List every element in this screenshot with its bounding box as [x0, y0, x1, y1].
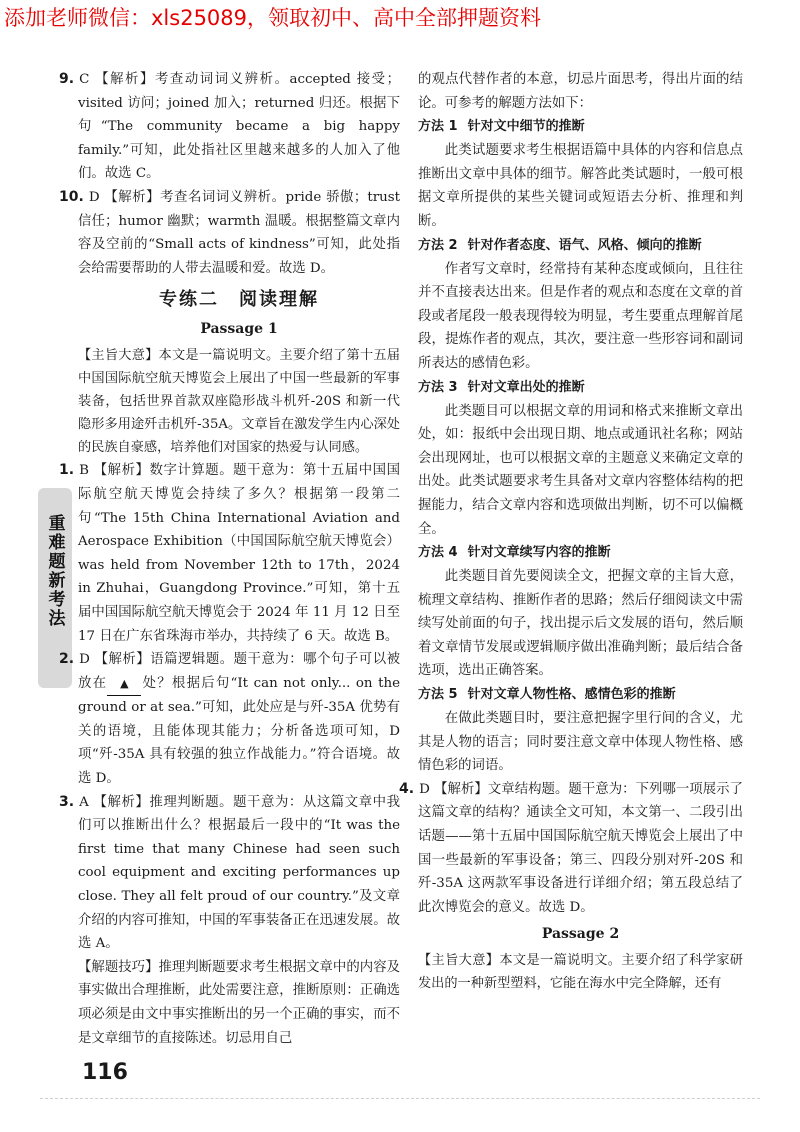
method-5-heading: 方法 5 针对文章人物性格、感情色彩的推断	[418, 687, 676, 703]
tip-continued: 的观点代替作者的本意，切忌片面思考，得出片面的结论。可参考的解题方法如下：	[418, 72, 743, 111]
solving-tip: 【解题技巧】推理判断题要求考生根据文章中的内容及事实做出合理推断，此处需要注意，推断原则：正确选项必须是由文中事实推断出的另一个正确的事实，而不是文章细节的直接陈述。切忌用自己	[78, 959, 400, 1046]
answer-2: 2. D 【解析】语篇逻辑题。题干意为：哪个句子可以被放在 ▲ 处？根据后句“It can not only... on the ground or at sea.”可知，此处应是与歼-35A 优势有关的语境，且能体现其能力；分析备选项可知，D 项“歼-35A 具有较强的独立作战能力。”符合语境。故选 D。	[59, 651, 400, 787]
blank-marker: ▲	[107, 672, 141, 697]
method-3-text: 此类题目可以根据文章的用词和格式来推断文章出处，如：报纸中会出现日期、地点或通讯社名称；网站会出现网址，也可以根据文章的主题意义来确定文章的出处。此类试题要求考生具备对文章内容整体结构的把握能力，结合文章内容和选项做出判断，切不可以偏概全。	[418, 403, 743, 537]
method-2-heading: 方法 2 针对作者态度、语气、风格、倾向的推断	[418, 237, 702, 253]
method-2-text: 作者写文章时，经常持有某种态度或倾向，且往往并不直接表达出来。但是作者的观点和态度在文章的首段或者尾段一般表现得较为明显，考生要重点理解首尾段，提炼作者的观点，其次，要注意一些形容词和副词所表达的感情色彩。	[418, 261, 743, 371]
passage-2-heading: Passage 2	[541, 926, 620, 943]
answer-4: 4. D 【解析】文章结构题。题干意为：下列哪一项展示了这篇文章的结构？通读全文可知，本文第一、二段引出话题——第十五届中国国际航空航天博览会上展出了中国一些最新的军事设备；第三、四段分别对歼-20S 和歼-35A 这两款军事设备进行详细介绍；第五段总结了此次博览会的意义。故选 D。	[399, 780, 743, 915]
page-divider	[40, 1098, 760, 1099]
answer-1: 1. B 【解析】数字计算题。题干意为：第十五届中国国际航空航天博览会持续了多久？根据第一段第二句“The 15th China International Aviation and Aerospace Exhibition（中国国际航空航天博览会）was held from November 12th to 17th，2024 in Zhuhai，Guangdong Province.”可知，第十五届中国国际航空航天博览会于 2024 年 11 月 12 日至 17 日在广东省珠海市举办，共持续了 6 天。故选 B。	[59, 462, 400, 644]
method-1-heading: 方法 1 针对文中细节的推断	[418, 119, 585, 135]
method-5-text: 在做此类题目时，要注意把握字里行间的含义，尤其是人物的语言；同时要注意文章中体现人物性格、感情色彩的词语。	[418, 711, 743, 774]
section-title: 专练二 阅读理解	[159, 289, 319, 311]
method-4-text: 此类题目首先要阅读全文，把握文章的主旨大意，梳理文章结构、推断作者的思路；然后仔细阅读文中需续写处前面的句子，找出提示后文发展的语句，然后顺着文章情节发展或逻辑顺序做出准确判断；最后结合备选项，选出正确答案。	[418, 569, 743, 679]
method-4-heading: 方法 4 针对文章续写内容的推断	[418, 545, 611, 561]
passage-1-heading: Passage 1	[200, 321, 278, 338]
answer-9: 9. C 【解析】考查动词词义辨析。accepted 接受；visited 访问；joined 加入；returned 归还。根据下句“The community became a big happy family.”可知，此处指社区里越来越多的人加入了他们。故选 C。	[59, 71, 400, 182]
passage-1-main-idea: 【主旨大意】本文是一篇说明文。主要介绍了第十五届中国国际航空航天博览会上展出了中国一些最新的军事装备，包括世界首款双座隐形战斗机歼-20S 和新一代隐形多用途歼击机歼-35A。文章旨在激发学生内心深处的民族自豪感，培养他们对国家的热爱与认同感。	[78, 348, 400, 456]
page-number: 116	[82, 1060, 128, 1085]
left-column	[59, 68, 400, 1050]
answer-3: 3. A 【解析】推理判断题。题干意为：从这篇文章中我们可以推断出什么？根据最后一段中的“It was the first time that many Chinese had seen such cool equipment and exciting performances up close. They all felt proud of our country.”及文章介绍的内容可推知，中国的军事装备正在迅速发展。故选 A。	[59, 793, 400, 952]
answer-10: 10. D 【解析】考查名词词义辨析。pride 骄傲；trust 信任；humor 幽默；warmth 温暖。根据整篇文章内容及空前的“Small acts of kindness”可知，此处指会给需要帮助的人带去温暖和爱。故选 D。	[59, 188, 400, 276]
side-tab-label: 重难题新考法	[44, 514, 65, 628]
method-3-heading: 方法 3 针对文章出处的推断	[418, 379, 585, 395]
passage-2-main-idea: 【主旨大意】本文是一篇说明文。主要介绍了科学家研发出的一种新型塑料，它能在海水中完全降解，还有	[418, 953, 743, 992]
right-column	[399, 68, 743, 995]
promo-banner: 添加老师微信：xls25089，领取初中、高中全部押题资料	[0, 0, 800, 40]
method-1-text: 此类试题要求考生根据语篇中具体的内容和信息点推断出文章中具体的细节。解答此类试题时，一般可根据文章所提供的某些关键词或短语去分析、推理和判断。	[418, 143, 743, 229]
